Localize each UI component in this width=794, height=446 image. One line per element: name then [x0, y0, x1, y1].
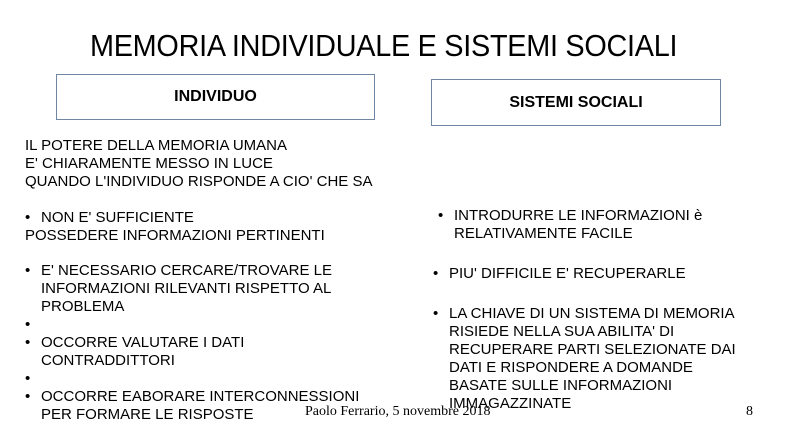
bullet-text: NON E' SUFFICIENTE	[41, 209, 194, 226]
bullet-text: DATI E RISPONDERE A DOMANDE	[449, 359, 693, 376]
bullet-icon: •	[25, 316, 31, 333]
bullet-text: RECUPERARE PARTI SELEZIONATE DAI	[449, 341, 736, 358]
bullet-text: INTRODURRE LE INFORMAZIONI è	[454, 207, 703, 224]
footer-page-number: 8	[746, 404, 753, 419]
list-item-empty	[25, 370, 359, 388]
bullet-text: PROBLEMA	[41, 298, 125, 315]
intro-line: IL POTERE DELLA MEMORIA UMANA	[25, 137, 288, 154]
intro-line: E' CHIARAMENTE MESSO IN LUCE	[25, 155, 273, 172]
list-item	[25, 334, 359, 370]
list-item	[433, 305, 736, 413]
bullet-text: IMMAGAZZINATE	[449, 395, 572, 412]
list-item	[438, 207, 702, 243]
bullet-icon: •	[433, 305, 439, 322]
bullet-text: PIU' DIFFICILE E' RECUPERARLE	[449, 265, 686, 282]
bullet-text: BASATE SULLE INFORMAZIONI	[449, 377, 673, 394]
bullet-text: LA CHIAVE DI UN SISTEMA DI MEMORIA	[449, 305, 735, 322]
right-bullet-introdurre	[438, 207, 702, 243]
bullet-text: E' NECESSARIO CERCARE/TROVARE LE	[41, 262, 332, 279]
left-bullet-list	[25, 262, 359, 424]
list-item	[25, 262, 359, 316]
list-item-empty	[25, 316, 359, 334]
bullet-icon: •	[25, 209, 31, 226]
individuo-header-box	[56, 74, 375, 120]
bullet-text: POSSEDERE INFORMAZIONI PERTINENTI	[25, 227, 325, 244]
sistemi-sociali-header-label: SISTEMI SOCIALI	[509, 93, 643, 111]
bullet-icon: •	[438, 207, 444, 224]
bullet-icon: •	[25, 388, 31, 405]
bullet-icon: •	[25, 370, 31, 387]
bullet-icon: •	[433, 265, 439, 282]
bullet-text: CONTRADDITTORI	[41, 352, 175, 369]
bullet-text: INFORMAZIONI RILEVANTI RISPETTO AL	[41, 280, 332, 297]
left-bullet-sufficiente	[25, 209, 325, 245]
list-item	[433, 265, 686, 283]
intro-paragraph	[25, 137, 372, 191]
bullet-icon: •	[25, 262, 31, 279]
sistemi-sociali-header-box	[431, 79, 721, 126]
footer-author-date: Paolo Ferrario, 5 novembre 2018	[305, 404, 491, 419]
right-bullet-chiave	[433, 305, 736, 413]
bullet-text: RISIEDE NELLA SUA ABILITA' DI	[449, 323, 675, 340]
bullet-text: OCCORRE EABORARE INTERCONNESSIONI	[41, 388, 360, 405]
right-bullet-recuperarle	[433, 265, 686, 283]
intro-line: QUANDO L'INDIVIDUO RISPONDE A CIO' CHE SA	[25, 173, 373, 190]
bullet-text: OCCORRE VALUTARE I DATI	[41, 334, 245, 351]
bullet-icon: •	[25, 334, 31, 351]
individuo-header-label: INDIVIDUO	[174, 88, 257, 105]
slide-title: MEMORIA INDIVIDUALE E SISTEMI SOCIALI	[90, 28, 678, 63]
bullet-text: RELATIVAMENTE FACILE	[454, 225, 633, 242]
bullet-text: PER FORMARE LE RISPOSTE	[41, 406, 254, 423]
